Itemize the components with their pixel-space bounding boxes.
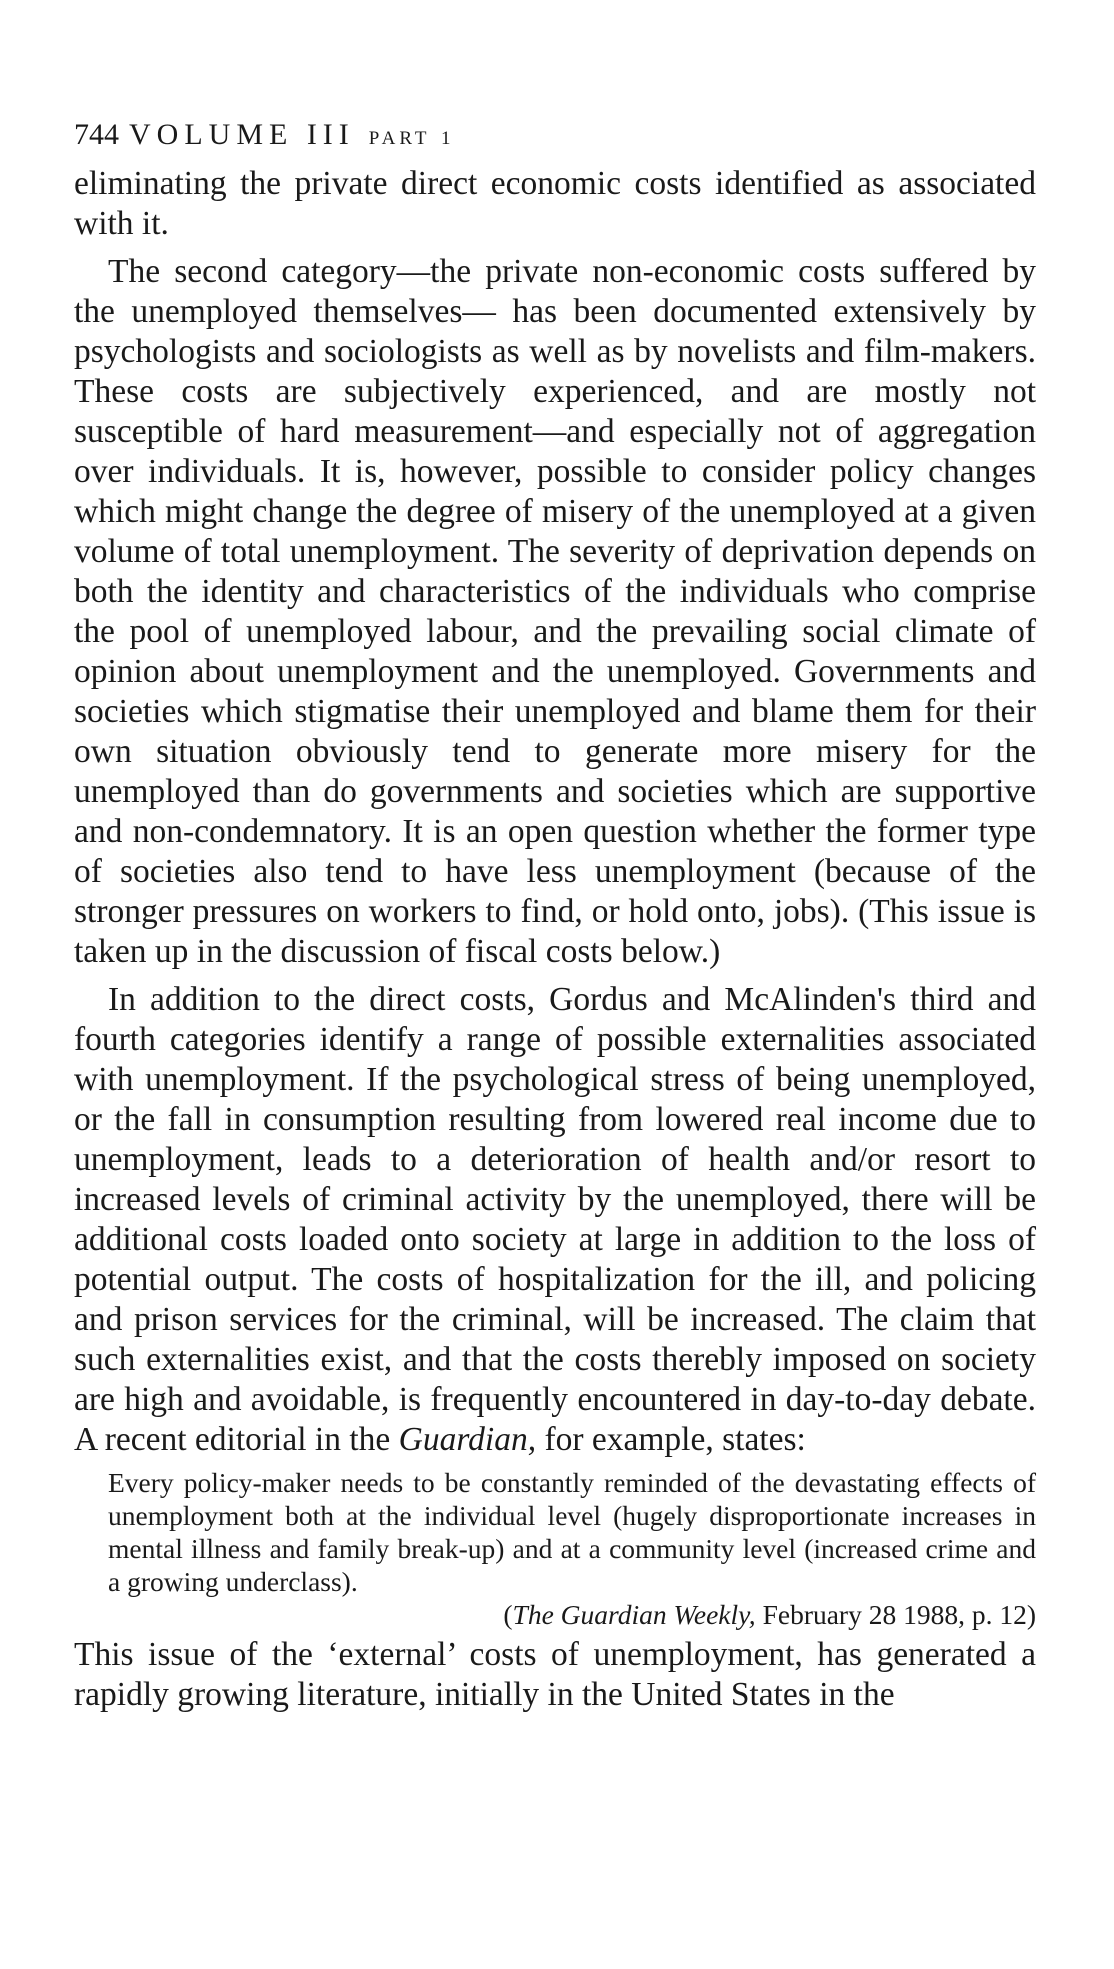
citation-detail: February 28 1988, p. 12) — [762, 1599, 1036, 1630]
paragraph-continuation: eliminating the private direct economic costs identified as associated with it. — [74, 165, 1036, 242]
paragraph-second-category: The second category—the private non-economic costs suffered by the unemployed themselves— has been documented extensively by psychologists and sociologists as well as by novelists and film-makers. These costs are subjectively experienced, and are mostly not susceptible of hard measurement—and especially not of aggregation over individuals. It is, however, possible to consider policy changes which might change the degree of misery of the unemployed at a given volume of total unemployment. The severity of deprivation depends on both the identity and characteristics of the individuals who comprise the pool of unemployed labour, and the prevailing social climate of opinion about unemployment and the unemployed. Governments and societies which stigmatise their unemployed and blame them for their own situation obviously tend to generate more misery for the unemployed than do governments and societies which are supportive and non-condemnatory. It is an open question whether the former type of societies also tend to have less unemployment (because of the stronger pressures on workers to find, or hold onto, jobs). (This issue is taken up in the discussion of fiscal costs below.) — [74, 253, 1036, 970]
paragraph-externalities — [74, 980, 1036, 1460]
paragraph-externalities-text: In addition to the direct costs, Gordus and McAlinden's third and fourth categories identify a range of possible externalities associated with unemployment. If the psychological stress of being unemployed, or the fall in consumption resulting from lowered real income due to unemployment, leads to a deterioration of health and/or resort to increased levels of criminal activity by the unemployed, there will be additional costs loaded onto society at large in addition to the loss of potential output. The costs of hospitalization for the ill, and policing and prison services for the criminal, will be increased. The claim that such externalities exist, and that the costs therebly imposed on society are high and avoidable, is frequently encountered in day-to-day debate. A recent editorial in the — [74, 981, 1036, 1458]
citation-source: The Guardian Weekly, — [512, 1599, 756, 1630]
running-head — [74, 118, 1036, 156]
paragraph-external-costs: This issue of the ‘external’ costs of unemployment, has generated a rapidly growing literature, initially in the United States in the — [74, 1636, 1036, 1713]
paragraph-externalities-tail: for example, states: — [544, 1421, 806, 1458]
block-quote: Every policy-maker needs to be constantly reminded of the devastating effects of unemployment both at the individual level (hugely disproportionate increases in mental illness and family break-up) and at a community level (increased crime and a growing underclass). — [108, 1467, 1036, 1597]
page-number: 744 — [74, 118, 119, 151]
quote-citation — [74, 1598, 1036, 1631]
volume-label: VOLUME III — [129, 118, 355, 151]
citation-open: ( — [503, 1599, 513, 1630]
part-label: PART — [368, 128, 431, 149]
guardian-title: Guardian, — [398, 1421, 537, 1458]
part-number: 1 — [440, 128, 452, 149]
document-page — [74, 118, 1036, 1715]
